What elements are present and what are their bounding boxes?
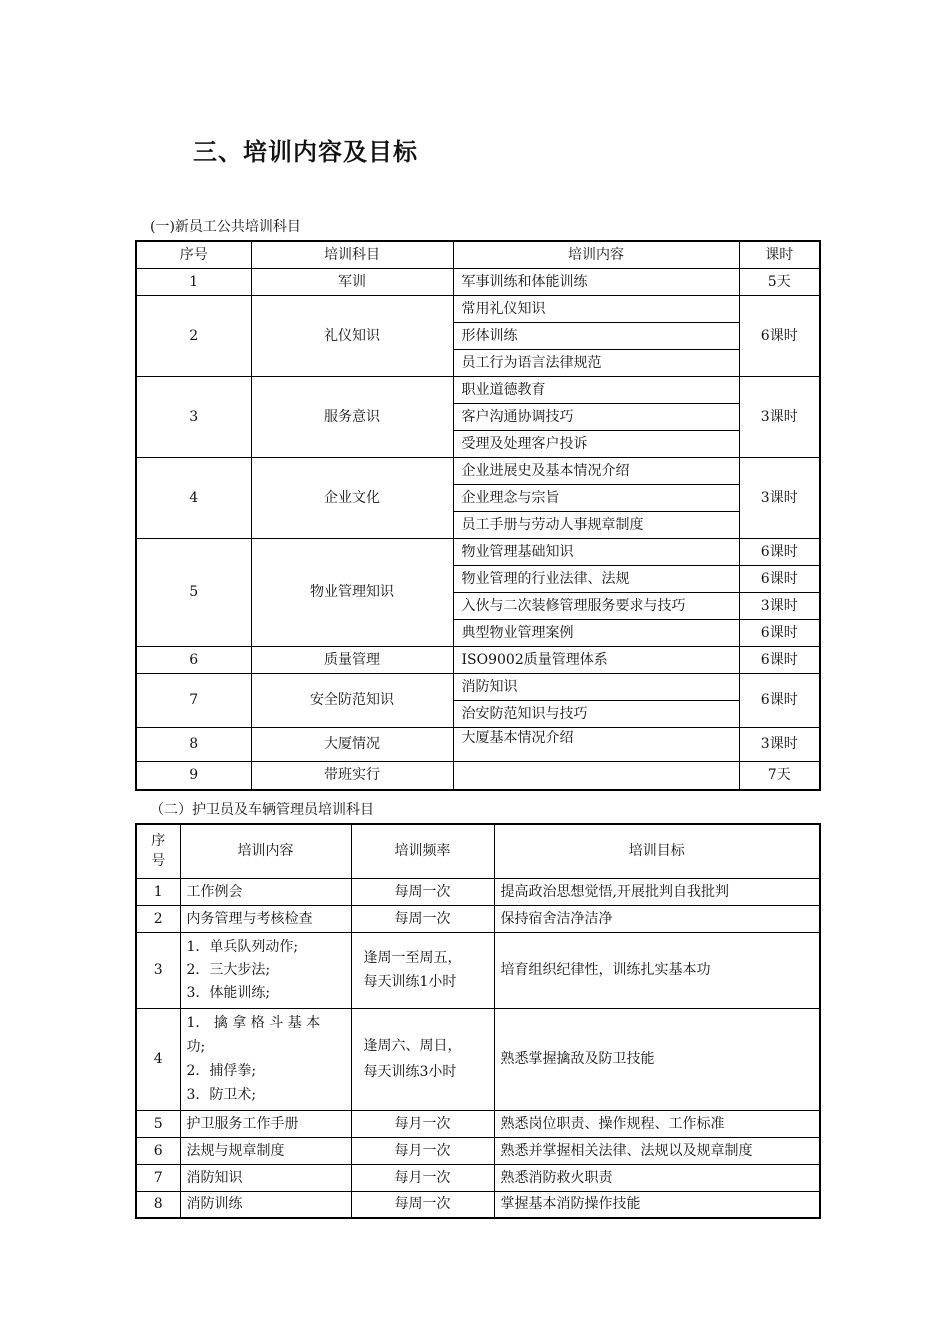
table-header-row (136, 824, 820, 878)
frequency-line: 逢周六、周日， (363, 1038, 462, 1054)
row-subject: 带班实行 (251, 761, 453, 790)
table-row (136, 268, 820, 295)
table-row (136, 1008, 820, 1110)
row-frequency: 每周一次 (351, 1191, 494, 1218)
row-goal: 熟悉岗位职责、操作规程、工作标准 (494, 1110, 820, 1137)
row-hours: 5天 (739, 268, 820, 295)
row-content: 形体训练 (453, 322, 739, 349)
row-goal: 培育组织纪律性，训练扎实基本功 (494, 932, 820, 1008)
row-frequency: 每月一次 (351, 1137, 494, 1164)
row-no: 8 (136, 1191, 180, 1218)
header-subject: 培训科目 (251, 241, 453, 268)
row-subject: 物业管理知识 (251, 538, 453, 646)
row-no: 1 (136, 878, 180, 905)
table-row (136, 538, 820, 565)
row-frequency (351, 1008, 494, 1110)
row-goal: 提高政治思想觉悟,开展批判自我批判 (494, 878, 820, 905)
frequency-line: 每天训练3小时 (363, 1064, 457, 1080)
row-goal: 保持宿舍洁净洁净 (494, 905, 820, 932)
row-no: 7 (136, 673, 251, 727)
row-subject: 大厦情况 (251, 727, 453, 761)
row-goal: 掌握基本消防操作技能 (494, 1191, 820, 1218)
row-no: 2 (136, 295, 251, 376)
header-hours: 课时 (739, 241, 820, 268)
row-frequency: 每月一次 (351, 1164, 494, 1191)
row-content: 军事训练和体能训练 (453, 268, 739, 295)
row-content: 消防知识 (453, 673, 739, 700)
content-line: 1． 擒 拿 格 斗 基 本 (186, 1015, 321, 1031)
header-frequency: 培训频率 (351, 824, 494, 878)
row-subject: 企业文化 (251, 457, 453, 538)
frequency-line: 每天训练1小时 (363, 974, 457, 990)
section1-caption: (一)新员工公共培训科目 (150, 219, 301, 235)
row-content: 消防知识 (180, 1164, 351, 1191)
row-goal: 熟悉并掌握相关法律、法规以及规章制度 (494, 1137, 820, 1164)
row-subject: 军训 (251, 268, 453, 295)
row-no: 8 (136, 727, 251, 761)
row-no: 7 (136, 1164, 180, 1191)
row-content: 企业理念与宗旨 (453, 484, 739, 511)
content-line: 功; (186, 1039, 206, 1055)
page-title: 三、培训内容及目标 (193, 138, 418, 166)
row-subject: 质量管理 (251, 646, 453, 673)
row-no: 5 (136, 1110, 180, 1137)
row-content: 内务管理与考核检查 (180, 905, 351, 932)
table-row (136, 878, 820, 905)
row-no: 3 (136, 376, 251, 457)
table-row (136, 673, 820, 700)
table-row (136, 727, 820, 761)
row-hours: 3课时 (739, 376, 820, 457)
header-no: 序号 (136, 824, 180, 878)
row-no: 6 (136, 1137, 180, 1164)
row-no: 9 (136, 761, 251, 790)
row-goal: 熟悉掌握擒敌及防卫技能 (494, 1008, 820, 1110)
table-row (136, 646, 820, 673)
content-line: 3．防卫术; (186, 1087, 257, 1103)
row-content: 常用礼仪知识 (453, 295, 739, 322)
row-hours: 3课时 (739, 592, 820, 619)
row-content: 客户沟通协调技巧 (453, 403, 739, 430)
content-line: 2．三大步法; (186, 961, 271, 978)
row-no: 3 (136, 932, 180, 1008)
row-content (180, 1008, 351, 1110)
section2-caption: （二）护卫员及车辆管理员培训科目 (150, 802, 374, 818)
row-no: 6 (136, 646, 251, 673)
row-frequency (351, 932, 494, 1008)
row-content: 员工行为语言法律规范 (453, 349, 739, 376)
row-content: 典型物业管理案例 (453, 619, 739, 646)
row-content: 物业管理的行业法律、法规 (453, 565, 739, 592)
row-content: 护卫服务工作手册 (180, 1110, 351, 1137)
table-row (136, 376, 820, 403)
table-row (136, 457, 820, 484)
table-row (136, 1137, 820, 1164)
row-hours: 6课时 (739, 646, 820, 673)
row-hours: 6课时 (739, 673, 820, 727)
table-row (136, 295, 820, 322)
content-line: 1．单兵队列动作; (186, 938, 299, 955)
row-content: 消防训练 (180, 1191, 351, 1218)
table-row (136, 1110, 820, 1137)
header-no: 序号 (136, 241, 251, 268)
row-no: 1 (136, 268, 251, 295)
row-content: 入伙与二次装修管理服务要求与技巧 (453, 592, 739, 619)
row-content (453, 761, 739, 790)
row-content: 工作例会 (180, 878, 351, 905)
header-goal: 培训目标 (494, 824, 820, 878)
new-staff-training-table (135, 240, 821, 791)
table-row (136, 932, 820, 1008)
row-hours: 7天 (739, 761, 820, 790)
content-line: 2．捕俘拳; (186, 1063, 257, 1079)
row-hours: 3课时 (739, 457, 820, 538)
row-content: 员工手册与劳动人事规章制度 (453, 511, 739, 538)
frequency-line: 逢周一至周五， (363, 950, 462, 966)
row-content: 治安防范知识与技巧 (453, 700, 739, 727)
row-content: 职业道德教育 (453, 376, 739, 403)
row-hours: 3课时 (739, 727, 820, 761)
table-row (136, 761, 820, 790)
table-row (136, 1191, 820, 1218)
row-content: 企业进展史及基本情况介绍 (453, 457, 739, 484)
row-frequency: 每周一次 (351, 905, 494, 932)
table-row (136, 905, 820, 932)
row-frequency: 每月一次 (351, 1110, 494, 1137)
row-hours: 6课时 (739, 295, 820, 376)
row-subject: 礼仪知识 (251, 295, 453, 376)
row-hours: 6课时 (739, 565, 820, 592)
row-subject: 安全防范知识 (251, 673, 453, 727)
row-content (180, 932, 351, 1008)
row-content: 物业管理基础知识 (453, 538, 739, 565)
row-no: 4 (136, 457, 251, 538)
row-no: 4 (136, 1008, 180, 1110)
row-content: ISO9002质量管理体系 (453, 646, 739, 673)
header-content: 培训内容 (180, 824, 351, 878)
header-content: 培训内容 (453, 241, 739, 268)
row-hours: 6课时 (739, 619, 820, 646)
guard-training-table (135, 823, 821, 1219)
row-subject: 服务意识 (251, 376, 453, 457)
row-content: 大厦基本情况介绍 (453, 727, 739, 761)
row-hours: 6课时 (739, 538, 820, 565)
table-header-row (136, 241, 820, 268)
row-no: 5 (136, 538, 251, 646)
table-row (136, 1164, 820, 1191)
content-line: 3．体能训练; (186, 984, 271, 1001)
row-goal: 熟悉消防救火职责 (494, 1164, 820, 1191)
row-content: 法规与规章制度 (180, 1137, 351, 1164)
row-no: 2 (136, 905, 180, 932)
row-content: 受理及处理客户投诉 (453, 430, 739, 457)
row-frequency: 每周一次 (351, 878, 494, 905)
